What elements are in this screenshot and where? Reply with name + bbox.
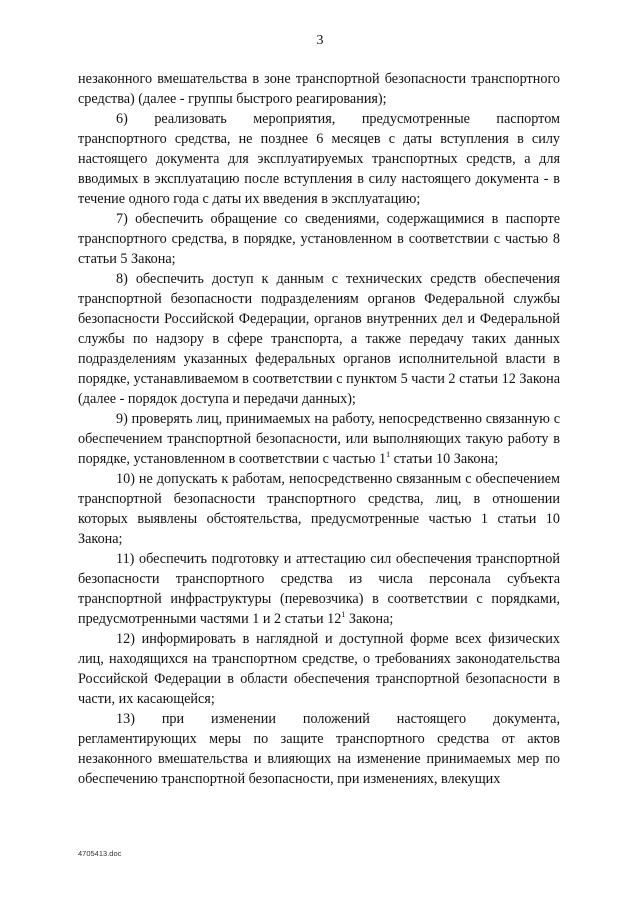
paragraph-item-7: 7) обеспечить обращение со сведениями, содержащимися в паспорте транспортного средства, в порядке, установленном в соответствии с частью 8 статьи 5 Закона; [78,211,560,267]
document-body [78,69,560,789]
paragraph-item-12: 12) информировать в наглядной и доступной форме всех физических лиц, находящихся на транспортном средстве, о требованиях законодательства Российской Федерации в области обеспечения транспортной безопасности в части, их касающейся; [78,631,560,707]
paragraph-item-9-tail: статьи 10 Закона; [390,451,499,467]
paragraph-item-8: 8) обеспечить доступ к данным с технических средств обеспечения транспортной безопасности подразделениям органов Федеральной службы безопасности Российской Федерации, органов внутренних дел и Федеральной службы по надзору в сфере транспорта, а также передачу таких данных подразделениям указанных федеральных органов исполнительной власти в порядке, устанавливаемом в соответствии с пунктом 5 части 2 статьи 12 Закона (далее - порядок доступа и передачи данных); [78,271,560,407]
footer-file-name: 4705413.doc [78,849,122,858]
paragraph-continuation: незаконного вмешательства в зоне транспортной безопасности транспортного средства) (далее - группы быстрого реагирования); [78,71,560,107]
page-number: 3 [316,33,324,48]
paragraph-item-11-tail: Закона; [345,611,394,627]
paragraph-item-11 [78,549,560,629]
paragraph-item-6: 6) реализовать мероприятия, предусмотренные паспортом транспортного средства, не позднее 6 месяцев с даты вступления в силу настоящего документа для эксплуатируемых транспортных средств, а для вводимых в эксплуатацию после вступления в силу настоящего документа - в течение одного года с даты их введения в эксплуатацию; [78,111,560,207]
paragraph-item-10: 10) не допускать к работам, непосредственно связанным с обеспечением транспортной безопасности транспортного средства, лиц, в отношении которых выявлены обстоятельства, предусмотренные частью 1 статьи 10 Закона; [78,471,560,547]
paragraph-item-9-text: 9) проверять лиц, принимаемых на работу, непосредственно связанную с обеспечением транспортной безопасности, или выполняющих такую работу в порядке, установленном в соответствии с частью 1 [78,411,560,467]
superscript: 1 [386,450,391,459]
paragraph-item-11-text: 11) обеспечить подготовку и аттестацию сил обеспечения транспортной безопасности транспортного средства из числа персонала субъекта транспортной инфраструктуры (перевозчика) в соответствии с порядками, предусмотренными частями 1 и 2 статьи 12 [78,551,560,627]
paragraph-item-13: 13) при изменении положений настоящего документа, регламентирующих меры по защите транспортного средства от актов незаконного вмешательства и влияющих на изменение принимаемых мер по обеспечению транспортной безопасности, при изменениях, влекущих [78,711,560,787]
paragraph-item-9 [78,409,560,469]
superscript: 1 [341,610,346,619]
